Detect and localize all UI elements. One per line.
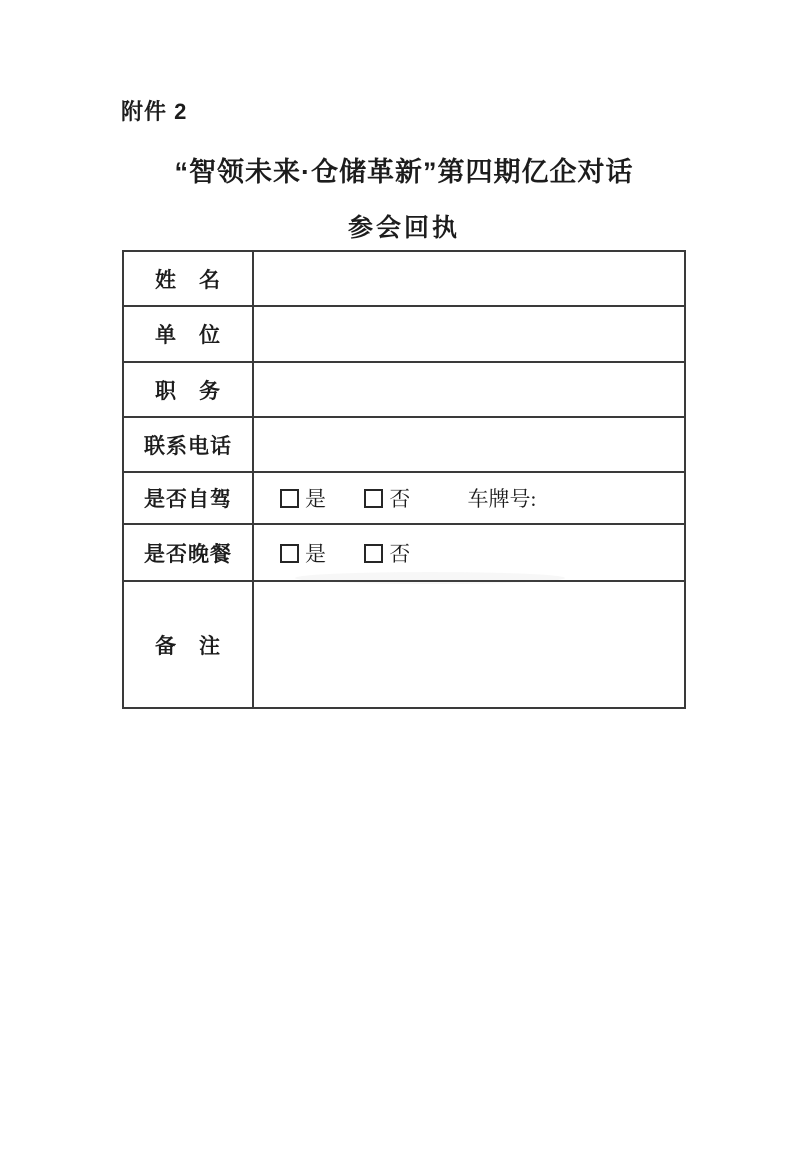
- table-row-name: [123, 251, 685, 306]
- name-row-label: 姓 名: [123, 251, 253, 306]
- document-title: “智领未来·仓储革新”第四期亿企对话: [174, 157, 634, 187]
- dinner-no-option: [364, 542, 410, 566]
- phone-value-cell: [253, 417, 685, 472]
- reply-form-table: [122, 250, 686, 709]
- checkbox-unchecked-icon: [280, 489, 299, 508]
- table-row-remarks: [123, 581, 685, 708]
- table-row-self-drive: [123, 472, 685, 524]
- organization-value-cell: [253, 306, 685, 362]
- self-drive-options-cell: [253, 472, 685, 524]
- phone-row-label: 联系电话: [123, 417, 253, 472]
- dinner-yes-label: 是: [305, 541, 326, 566]
- scan-artifact: [295, 572, 565, 584]
- table-row-position: [123, 362, 685, 417]
- document-subtitle: 参会回执: [347, 214, 460, 242]
- self-drive-yes-option: [280, 487, 326, 511]
- table-row-organization: [123, 306, 685, 362]
- position-row-label: 职 务: [123, 362, 253, 417]
- checkbox-unchecked-icon: [364, 489, 383, 508]
- organization-row-label: 单 位: [123, 306, 253, 362]
- self-drive-no-option: [364, 487, 410, 511]
- dinner-no-label: 否: [389, 541, 411, 566]
- plate-number-label: 车牌号:: [467, 487, 537, 511]
- remarks-row-label: 备 注: [123, 581, 253, 708]
- self-drive-yes-label: 是: [305, 487, 326, 511]
- remarks-value-cell: [253, 581, 685, 708]
- checkbox-unchecked-icon: [364, 544, 383, 563]
- checkbox-unchecked-icon: [280, 544, 299, 563]
- position-value-cell: [253, 362, 685, 417]
- dinner-yes-option: [280, 542, 326, 566]
- self-drive-no-label: 否: [389, 487, 411, 511]
- table-row-phone: [123, 417, 685, 472]
- self-drive-row-label: 是否自驾: [123, 472, 253, 524]
- attachment-number-label: 附件 2: [121, 99, 188, 124]
- dinner-row-label: 是否晚餐: [123, 524, 253, 581]
- name-value-cell: [253, 251, 685, 306]
